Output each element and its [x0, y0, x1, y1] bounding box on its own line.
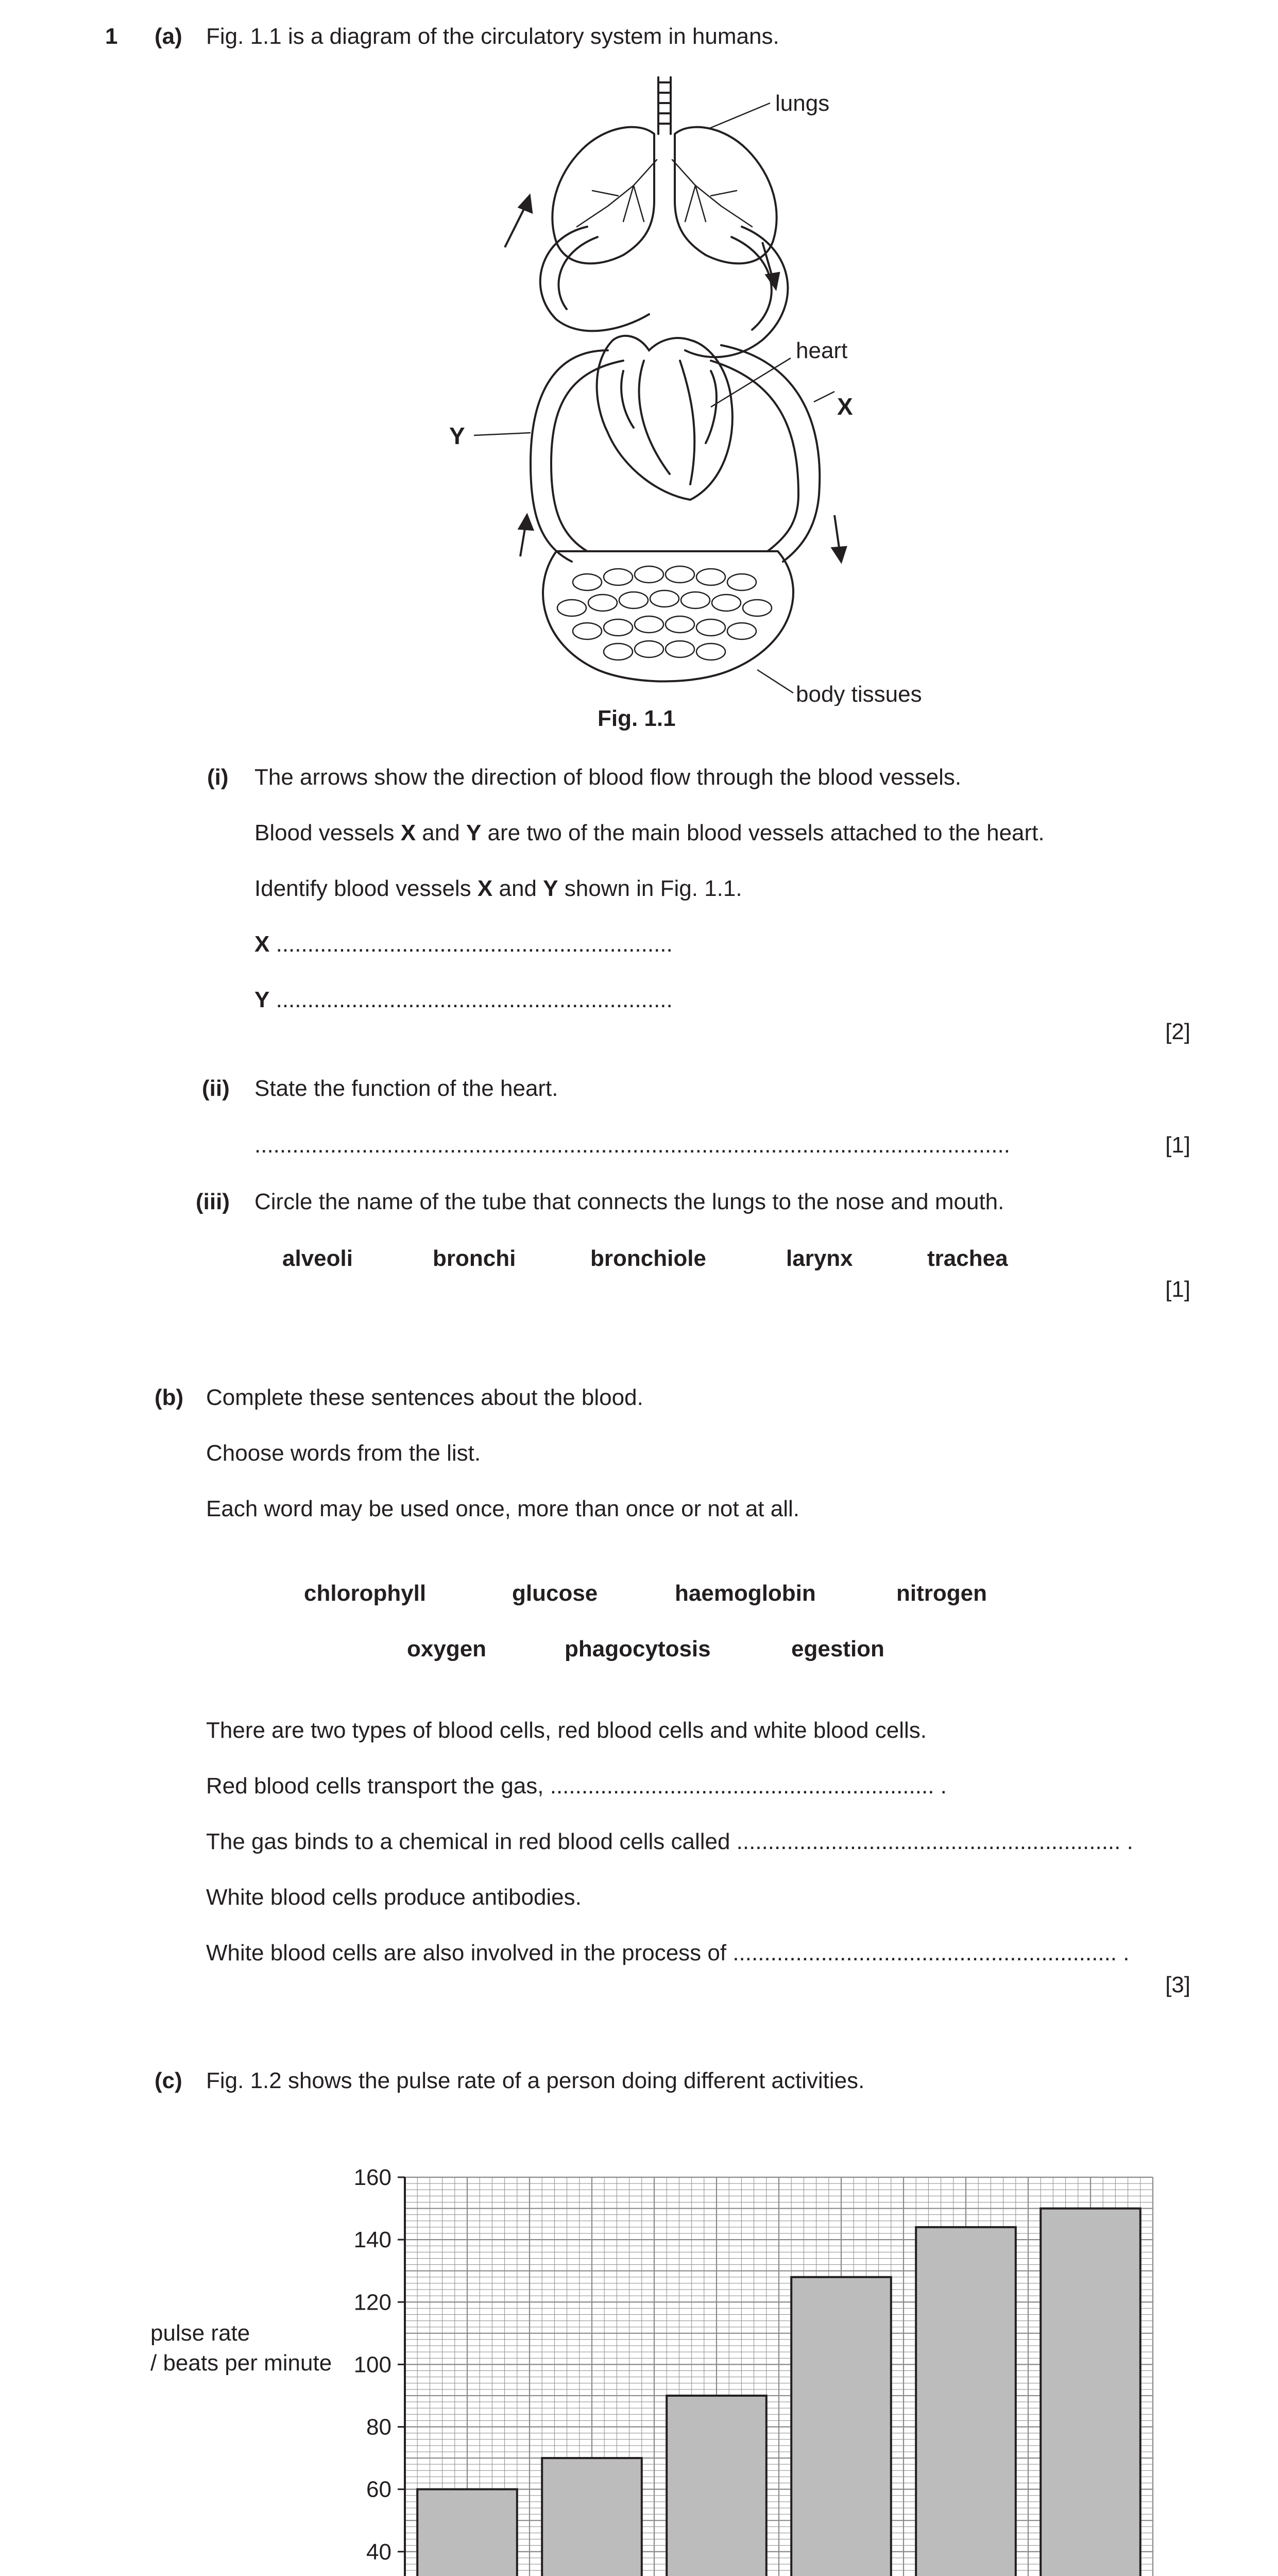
answer-heart-function-line[interactable]: ........................................................................................................................	[254, 1132, 1010, 1158]
y-tick-label: 140	[353, 2227, 391, 2253]
bar-running-fast	[1041, 2209, 1140, 2576]
marks-ai: [2]	[1165, 1019, 1190, 1044]
option-larynx[interactable]: larynx	[786, 1246, 853, 1271]
word-haemoglobin: haemoglobin	[675, 1581, 816, 1606]
bar-walking	[667, 2396, 766, 2576]
part-b-line1: Complete these sentences about the blood.	[206, 1385, 643, 1410]
label-x: X	[837, 393, 853, 420]
option-bronchiole[interactable]: bronchiole	[590, 1246, 706, 1271]
part-b-label: (b)	[155, 1385, 184, 1410]
label-lungs: lungs	[775, 91, 830, 116]
answer-x-line[interactable]: X ...............................................................	[254, 931, 673, 957]
y-axis-label: / beats per minute	[150, 2350, 332, 2376]
option-bronchi[interactable]: bronchi	[433, 1246, 516, 1271]
part-b-sentence4: White blood cells produce antibodies.	[206, 1885, 582, 1910]
option-trachea[interactable]: trachea	[927, 1246, 1008, 1271]
label-heart: heart	[796, 338, 848, 363]
word-glucose: glucose	[512, 1581, 598, 1606]
part-b-line3: Each word may be used once, more than once or not at all.	[206, 1496, 799, 1521]
y-tick-label: 80	[366, 2414, 391, 2440]
part-a-intro: Fig. 1.1 is a diagram of the circulatory system in humans.	[206, 24, 779, 49]
option-alveoli[interactable]: alveoli	[282, 1246, 353, 1271]
part-b-line2: Choose words from the list.	[206, 1440, 481, 1466]
bar-sitting	[417, 2489, 517, 2576]
label-body-tissues: body tissues	[796, 682, 922, 706]
marks-b: [3]	[1165, 1972, 1190, 1997]
y-tick-label: 120	[353, 2290, 391, 2315]
part-b-sentence3[interactable]: The gas binds to a chemical in red blood cells called ............................................................. .	[206, 1829, 1133, 1854]
bar-running-slowly	[791, 2277, 891, 2576]
label-y: Y	[449, 422, 465, 449]
part-ai-line1: The arrows show the direction of blood flow through the blood vessels.	[254, 765, 962, 790]
y-axis-label: pulse rate	[150, 2320, 250, 2346]
word-oxygen: oxygen	[407, 1636, 487, 1662]
y-tick-label: 40	[366, 2539, 391, 2565]
word-egestion: egestion	[791, 1636, 884, 1662]
part-aiii-label: (iii)	[196, 1189, 230, 1214]
part-b-sentence2[interactable]: Red blood cells transport the gas, ............................................................. .	[206, 1773, 947, 1799]
y-tick-label: 60	[366, 2477, 391, 2502]
part-b-sentence5[interactable]: White blood cells are also involved in the process of ............................................................. .	[206, 1940, 1130, 1965]
answer-y-line[interactable]: Y ...............................................................	[254, 987, 673, 1012]
part-c-label: (c)	[155, 2068, 182, 2093]
part-c-intro: Fig. 1.2 shows the pulse rate of a person doing different activities.	[206, 2068, 865, 2093]
marks-aii: [1]	[1165, 1132, 1190, 1158]
word-nitrogen: nitrogen	[896, 1581, 987, 1606]
word-phagocytosis: phagocytosis	[565, 1636, 711, 1662]
part-ai-line2: Blood vessels X and Y are two of the main blood vessels attached to the heart.	[254, 820, 1045, 845]
part-aii-text: State the function of the heart.	[254, 1076, 558, 1101]
marks-aiii: [1]	[1165, 1277, 1190, 1302]
y-tick-label: 160	[353, 2165, 391, 2190]
part-aiii-text: Circle the name of the tube that connects the lungs to the nose and mouth.	[254, 1189, 1004, 1214]
fig-1-1-caption: Fig. 1.1	[598, 706, 676, 731]
part-ai-label: (i)	[207, 765, 229, 790]
part-aii-label: (ii)	[202, 1076, 230, 1101]
bar-standing	[542, 2458, 642, 2576]
bar-jumping	[916, 2227, 1016, 2576]
part-a-label: (a)	[155, 24, 182, 49]
part-b-sentence1: There are two types of blood cells, red blood cells and white blood cells.	[206, 1718, 927, 1743]
part-ai-line3: Identify blood vessels X and Y shown in Fig. 1.1.	[254, 876, 742, 901]
word-chlorophyll: chlorophyll	[304, 1581, 427, 1606]
y-tick-label: 100	[353, 2352, 391, 2378]
question-number: 1	[105, 24, 118, 49]
